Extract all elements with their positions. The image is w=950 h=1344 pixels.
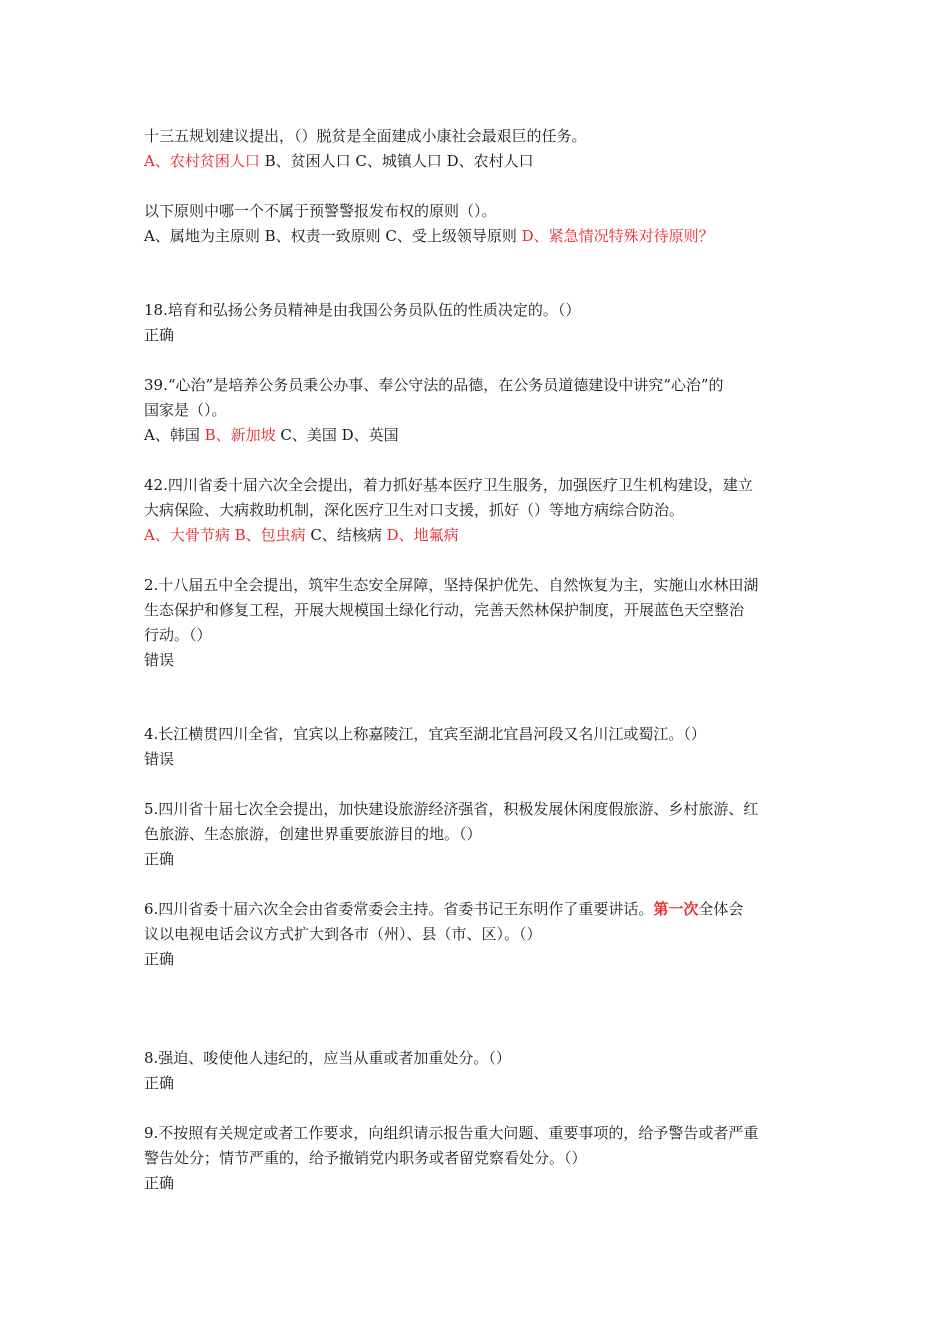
answer-segment: A、大骨节病 B、包虫病 xyxy=(144,526,306,544)
answer-segment: D、地氟病 xyxy=(386,526,459,544)
question-text: 18.培育和弘扬公务员精神是由我国公务员队伍的性质决定的。（） xyxy=(144,301,581,319)
answer-segment: 正确 xyxy=(144,950,175,968)
answer-segment: 正确 xyxy=(144,1174,175,1192)
question-segment: 6.四川省委十届六次全会由省委常委会主持。省委书记王东明作了重要讲话。 xyxy=(144,900,654,918)
question-text: 生态保护和修复工程，开展大规模国土绿化行动，完善天然林保护制度，开展蓝色天空整治 xyxy=(144,601,745,619)
answer-segment: B、贫困人口 C、城镇人口 D、农村人口 xyxy=(259,152,534,170)
question-text: 39.“心治”是培养公务员秉公办事、奉公守法的品德，在公务员道德建设中讲究“心治”的 xyxy=(144,376,724,394)
answer-line xyxy=(144,1173,174,1193)
question-text: 大病保险、大病救助机制，深化医疗卫生对口支援，抓好（）等地方病综合防治。 xyxy=(144,501,685,519)
answer-line xyxy=(144,226,714,246)
answer-line xyxy=(144,325,174,345)
answer-line xyxy=(144,749,174,769)
question-text: 行动。（） xyxy=(144,626,212,644)
answer-segment: 正确 xyxy=(144,1074,175,1092)
answer-segment: A、属地为主原则 B、权责一致原则 C、受上级领导原则 xyxy=(144,227,522,245)
answer-segment: C、结核病 xyxy=(305,526,387,544)
question-text: 国家是（）。 xyxy=(144,401,227,419)
answer-line xyxy=(144,525,459,545)
answer-segment: C、美国 D、英国 xyxy=(275,426,399,444)
question-text: 议以电视电话会议方式扩大到各市（州）、县（市、区）。（） xyxy=(144,925,542,943)
question-text xyxy=(144,899,743,919)
answer-segment: A、韩国 xyxy=(144,426,205,444)
question-text: 2.十八届五中全会提出，筑牢生态安全屏障，坚持保护优先、自然恢复为主，实施山水林田湖 xyxy=(144,576,759,594)
answer-line xyxy=(144,949,174,969)
answer-segment: 错误 xyxy=(144,750,175,768)
answer-segment: A、农村贫困人口 xyxy=(144,152,260,170)
highlighted-phrase: 第一次 xyxy=(653,900,699,918)
question-text: 42.四川省委十届六次全会提出，着力抓好基本医疗卫生服务，加强医疗卫生机构建设，建立 xyxy=(144,476,753,494)
answer-line xyxy=(144,151,534,171)
answer-line xyxy=(144,849,174,869)
answer-line xyxy=(144,425,399,445)
answer-line xyxy=(144,650,174,670)
answer-segment: 正确 xyxy=(144,850,175,868)
question-text: 8.强迫、唆使他人违纪的，应当从重或者加重处分。（） xyxy=(144,1049,511,1067)
question-text: 5.四川省十届七次全会提出，加快建设旅游经济强省，积极发展休闲度假旅游、乡村旅游、红 xyxy=(144,800,759,818)
question-text: 色旅游、生态旅游，创建世界重要旅游目的地。（） xyxy=(144,825,482,843)
answer-segment: D、紧急情况特殊对待原则？ xyxy=(521,227,714,245)
question-text: 4.长江横贯四川全省，宜宾以上称嘉陵江，宜宾至湖北宜昌河段又名川江或蜀江。（） xyxy=(144,725,706,743)
answer-segment: B、新加坡 xyxy=(204,426,276,444)
answer-line xyxy=(144,1073,174,1093)
question-segment: 全体会 xyxy=(698,900,744,918)
question-text: 十三五规划建议提出，（）脱贫是全面建成小康社会最艰巨的任务。 xyxy=(144,127,587,145)
answer-segment: 错误 xyxy=(144,651,175,669)
answer-segment: 正确 xyxy=(144,326,175,344)
question-text: 9.不按照有关规定或者工作要求，向组织请示报告重大问题、重要事项的，给予警告或者严重 xyxy=(144,1124,759,1142)
question-text: 以下原则中哪一个不属于预警警报发布权的原则（）。 xyxy=(144,202,497,220)
question-text: 警告处分；情节严重的，给予撤销党内职务或者留党察看处分。（） xyxy=(144,1149,587,1167)
